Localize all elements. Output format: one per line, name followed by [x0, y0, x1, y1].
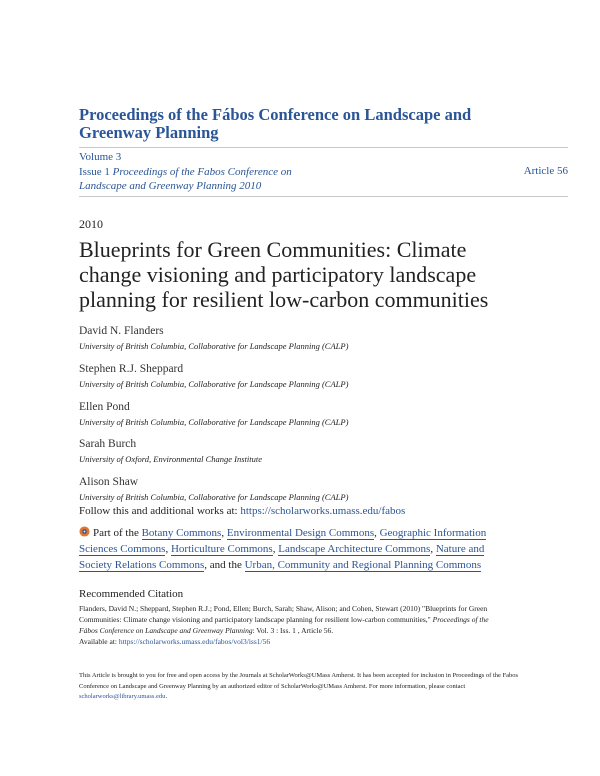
and-the: , and the: [204, 559, 245, 571]
paper-title: Blueprints for Green Communities: Climate change visioning and participatory landscape planning for resilient low-carbon communities: [79, 237, 489, 312]
issue-link[interactable]: [79, 165, 339, 193]
journal-title[interactable]: Proceedings of the Fábos Conference on Landscape and Greenway Planning: [79, 105, 472, 142]
citation-part-2: : Vol. 3 : Iss. 1 , Article 56.: [252, 626, 334, 635]
author-affiliation: University of British Columbia, Collaborative for Landscape Planning (CALP): [79, 492, 349, 502]
separator: ,: [221, 527, 227, 539]
part-of-prefix: Part of the: [93, 527, 142, 539]
commons-link-urban-planning[interactable]: Urban, Community and Regional Planning Commons: [244, 559, 482, 571]
follow-label: Follow this and additional works at:: [79, 505, 241, 517]
author-affiliation: University of British Columbia, Collaborative for Landscape Planning (CALP): [79, 379, 349, 389]
commons-link-horticulture[interactable]: Horticulture Commons: [170, 543, 273, 555]
author-name: Alison Shaw: [79, 476, 139, 488]
available-at: [79, 637, 270, 646]
follow-line: [79, 505, 405, 517]
citation-journal: Proceedings of the Fábos Conference on Landscape and Greenway Planning: [79, 615, 489, 635]
separator: ,: [165, 543, 171, 555]
author-name: David N. Flanders: [79, 325, 164, 337]
issue-prefix: Issue 1: [79, 166, 113, 178]
separator: ,: [430, 543, 436, 555]
author-block: [79, 400, 348, 428]
bottom-divider: [79, 196, 568, 197]
citation-text: [79, 603, 504, 636]
author-block: [79, 362, 348, 390]
part-of-commons: [79, 525, 494, 573]
separator: ,: [374, 527, 380, 539]
citation-part-1: Flanders, David N.; Sheppard, Stephen R.J.; Pond, Ellen; Burch, Sarah; Shaw, Alison; and Cohen, Stewart (2010) "Blueprints for Green Communities: Climate change visioning and participatory landscape planning for resilient low-carbon communities,": [79, 604, 488, 624]
article-url-link[interactable]: https://scholarworks.umass.edu/fabos/vol3/iss1/56: [118, 637, 271, 646]
recommended-citation-heading: Recommended Citation: [79, 588, 184, 600]
contact-email-link[interactable]: scholarworks@library.umass.edu: [79, 693, 166, 700]
notice-text: This Article is brought to you for free and open access by the Journals at ScholarWorks@UMass Amherst. It has been accepted for inclusion in Proceedings of the Fabos Conference on Landscape and Greenway Planning by an authorized editor of ScholarWorks@UMass Amherst. For more information, please contact: [79, 672, 519, 690]
author-block: [79, 324, 348, 352]
commons-link-landscape-architecture[interactable]: Landscape Architecture Commons: [278, 543, 431, 555]
available-label: Available at:: [79, 637, 119, 646]
top-divider: [79, 147, 568, 148]
publication-year: 2010: [79, 217, 103, 231]
author-affiliation: University of British Columbia, Collaborative for Landscape Planning (CALP): [79, 341, 349, 351]
author-affiliation: University of Oxford, Environmental Change Institute: [79, 454, 263, 464]
notice-end: .: [165, 693, 168, 700]
volume-link[interactable]: Volume 3: [79, 151, 122, 163]
network-icon: [79, 526, 90, 537]
author-name: Ellen Pond: [79, 401, 130, 413]
separator: ,: [272, 543, 279, 555]
open-access-notice: [79, 671, 519, 703]
commons-link-nature-society[interactable]: Nature and Society Relations Commons: [79, 543, 485, 571]
commons-link-botany[interactable]: Botany Commons: [141, 527, 222, 539]
author-block: [79, 437, 262, 465]
commons-link-geographic-information[interactable]: Geographic Information Sciences Commons: [79, 527, 487, 555]
repository-link[interactable]: https://scholarworks.umass.edu/fabos: [240, 505, 406, 517]
author-affiliation: University of British Columbia, Collaborative for Landscape Planning (CALP): [79, 417, 349, 427]
author-block: [79, 475, 348, 503]
article-number[interactable]: Article 56: [523, 165, 568, 177]
author-name: Sarah Burch: [79, 438, 137, 450]
issue-name: Proceedings of the Fabos Conference on Landscape and Greenway Planning 2010: [79, 166, 292, 192]
author-name: Stephen R.J. Sheppard: [79, 363, 184, 375]
commons-link-environmental-design[interactable]: Environmental Design Commons: [226, 527, 375, 539]
